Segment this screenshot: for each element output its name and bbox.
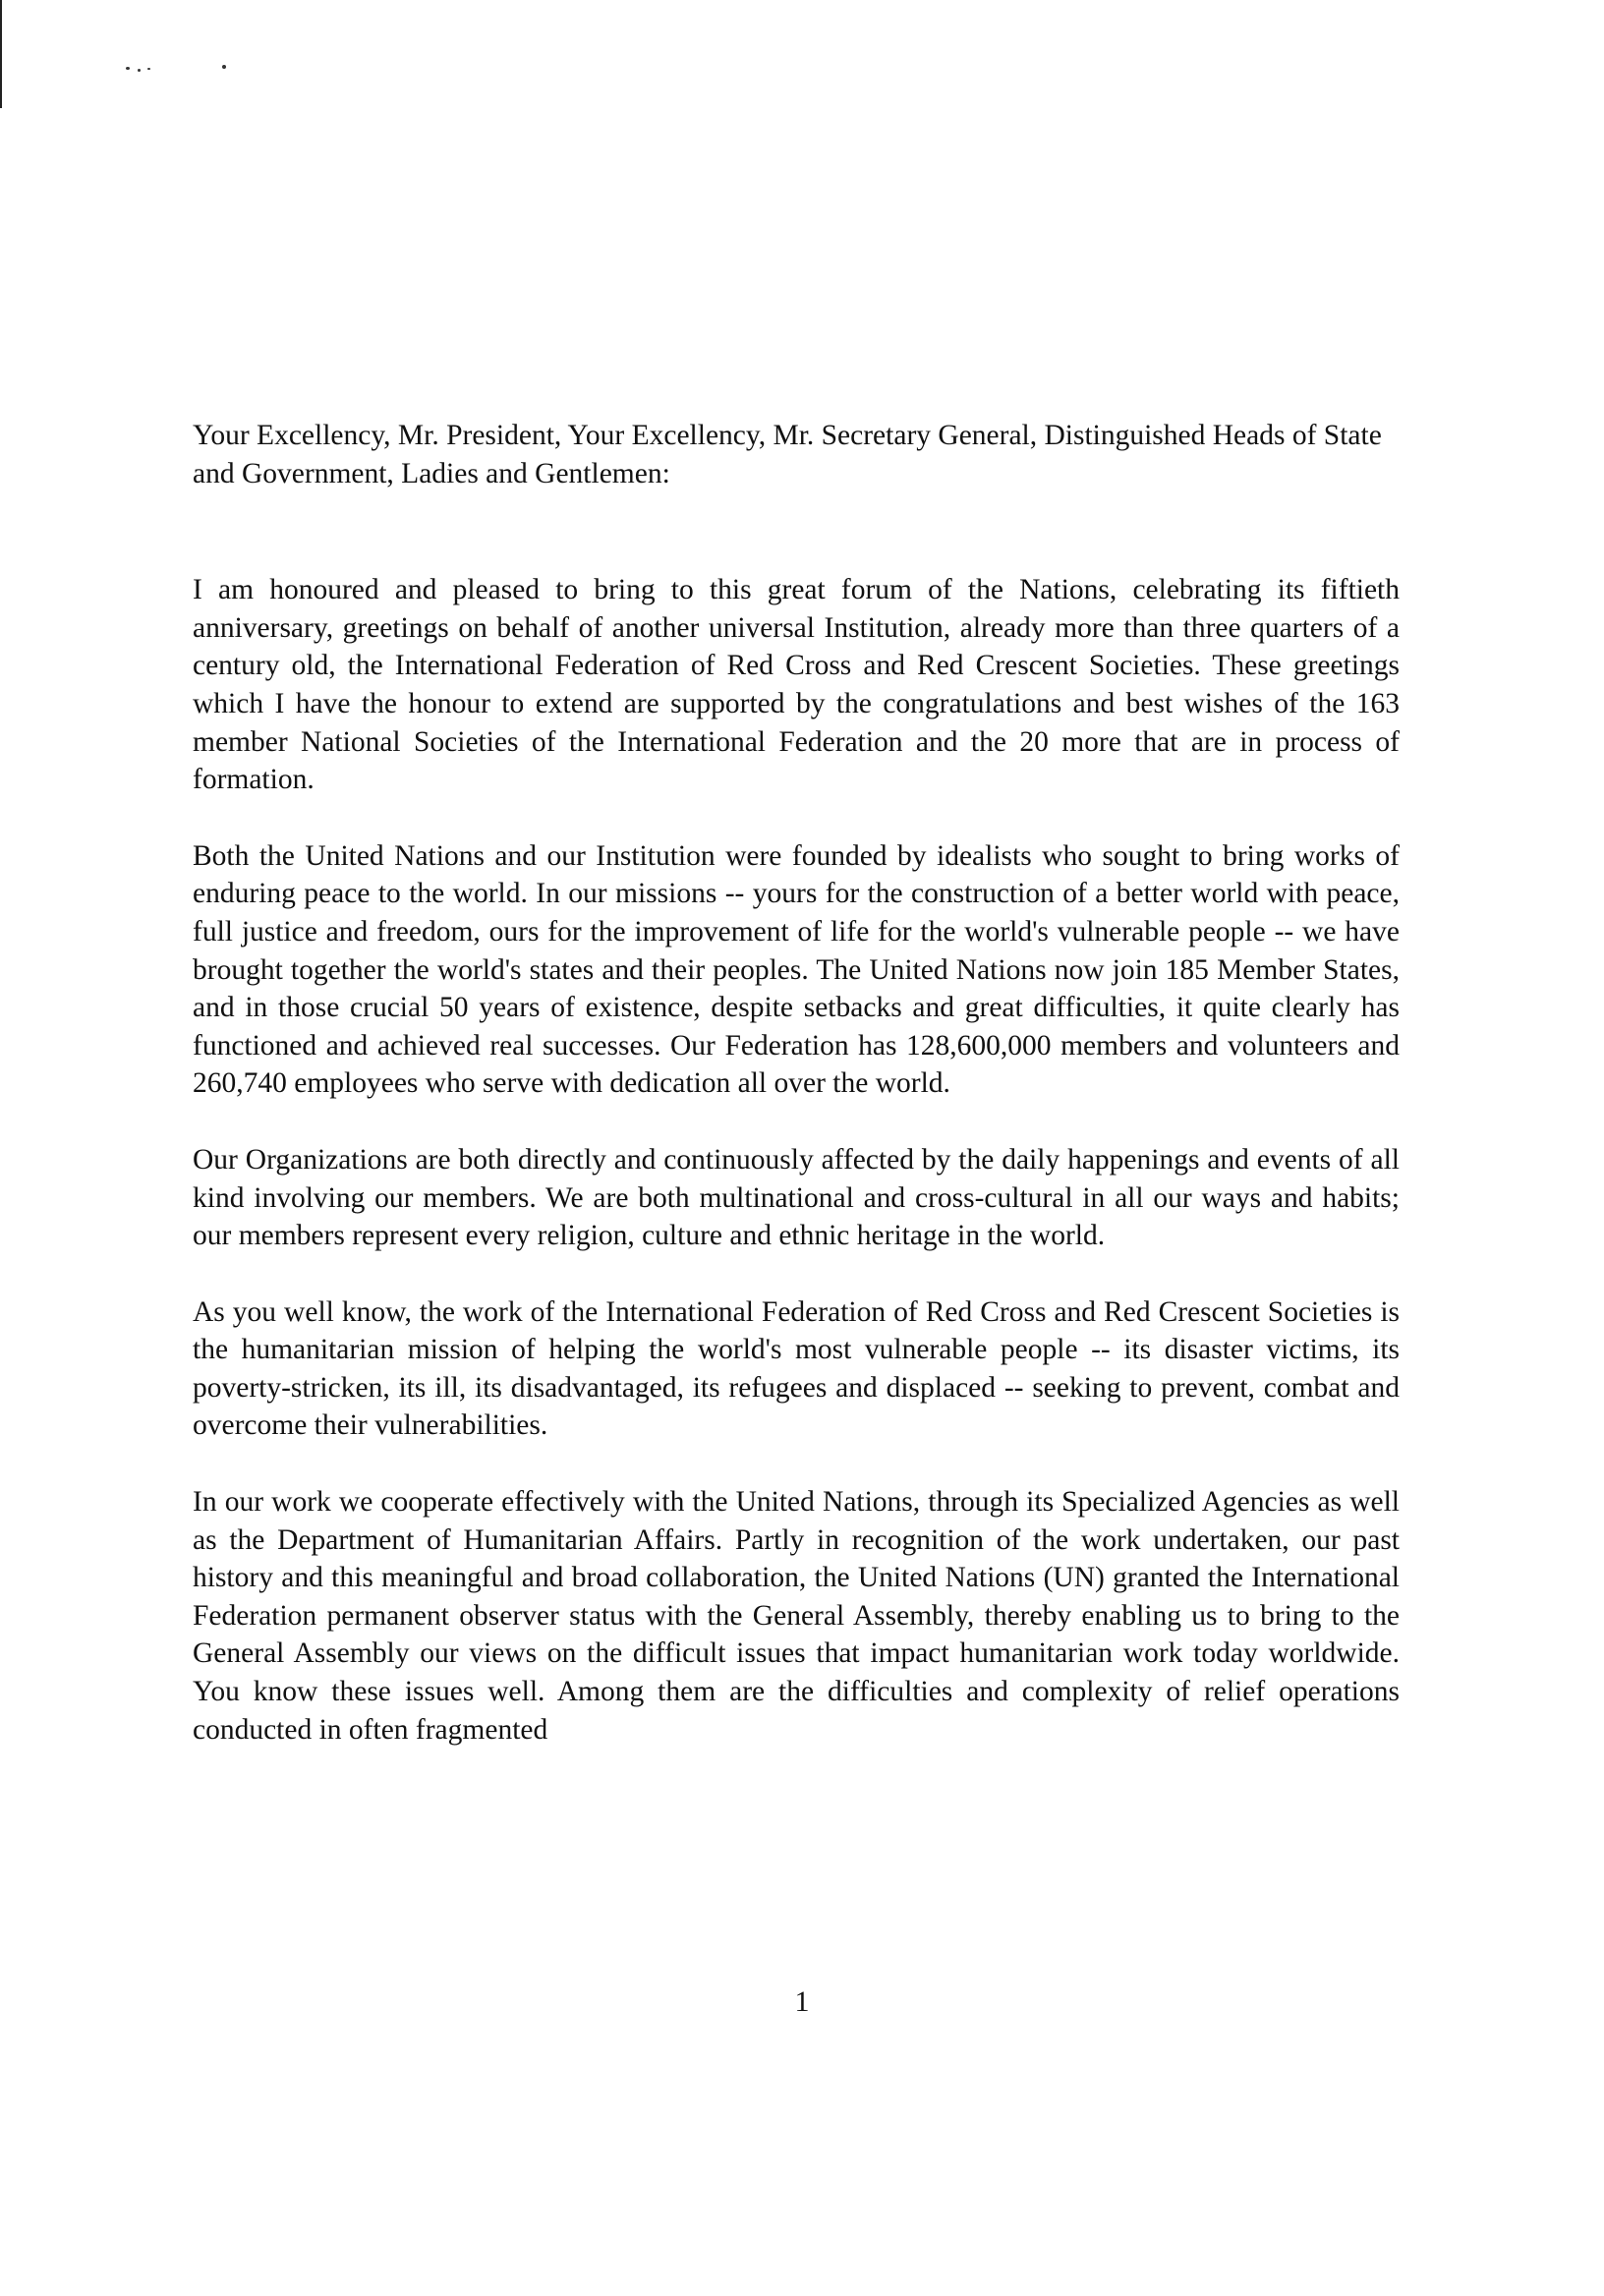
paragraph-3: Our Organizations are both directly and continuously affected by the daily happenings and events of all kind involving our members. We are both multinational and cross-cultural in all our ways and habits; our members represent every religion, culture and ethnic heritage in the world. (193, 1143, 1400, 1252)
letter-body (193, 417, 1400, 1749)
scan-speck (138, 69, 141, 72)
scan-speck (126, 67, 130, 70)
salutation: Your Excellency, Mr. President, Your Excellency, Mr. Secretary General, Distinguished Heads of State and Government, Ladies and Gentlemen: (193, 420, 1382, 489)
page-number: 1 (794, 1985, 810, 2018)
paragraph-5: In our work we cooperate effectively with the United Nations, through its Specialized Agencies as well as the Department of Humanitarian Affairs. Partly in recognition of the work undertaken, our past history and this meaningful and broad collaboration, the United Nations (UN) granted the International Federation permanent observer status with the General Assembly, thereby enabling us to bring to the General Assembly our views on the difficult issues that impact humanitarian work today worldwide. You know these issues well. Among them are the difficulties and complexity of relief operations conducted in often fragmented (193, 1486, 1400, 1746)
scan-speck (222, 65, 226, 69)
paragraph-1: I am honoured and pleased to bring to this great forum of the Nations, celebrating its fiftieth anniversary, greetings on behalf of another universal Institution, already more than three quarters of a century old, the International Federation of Red Cross and Red Crescent Societies. These greetings which I have the honour to extend are supported by the congratulations and best wishes of the 163 member National Societies of the International Federation and the 20 more that are in process of formation. (193, 574, 1400, 796)
scan-edge-mark (0, 0, 2, 108)
paragraph-2: Both the United Nations and our Institution were founded by idealists who sought to bring works of enduring peace to the world. In our missions -- yours for the construction of a better world with peace, full justice and freedom, ours for the improvement of life for the world's vulnerable people -- we have brought together the world's states and their peoples. The United Nations now join 185 Member States, and in those crucial 50 years of existence, despite setbacks and great difficulties, it quite clearly has functioned and achieved real successes. Our Federation has 128,600,000 members and volunteers and 260,740 employees who serve with dedication all over the world. (193, 839, 1400, 1100)
scan-speck (147, 68, 150, 70)
paragraph-4: As you well know, the work of the International Federation of Red Cross and Red Crescent Societies is the humanitarian mission of helping the world's most vulnerable people -- its disaster victims, its poverty-stricken, its ill, its disadvantaged, its refugees and displaced -- seeking to prevent, combat and overcome their vulnerabilities. (193, 1295, 1400, 1442)
